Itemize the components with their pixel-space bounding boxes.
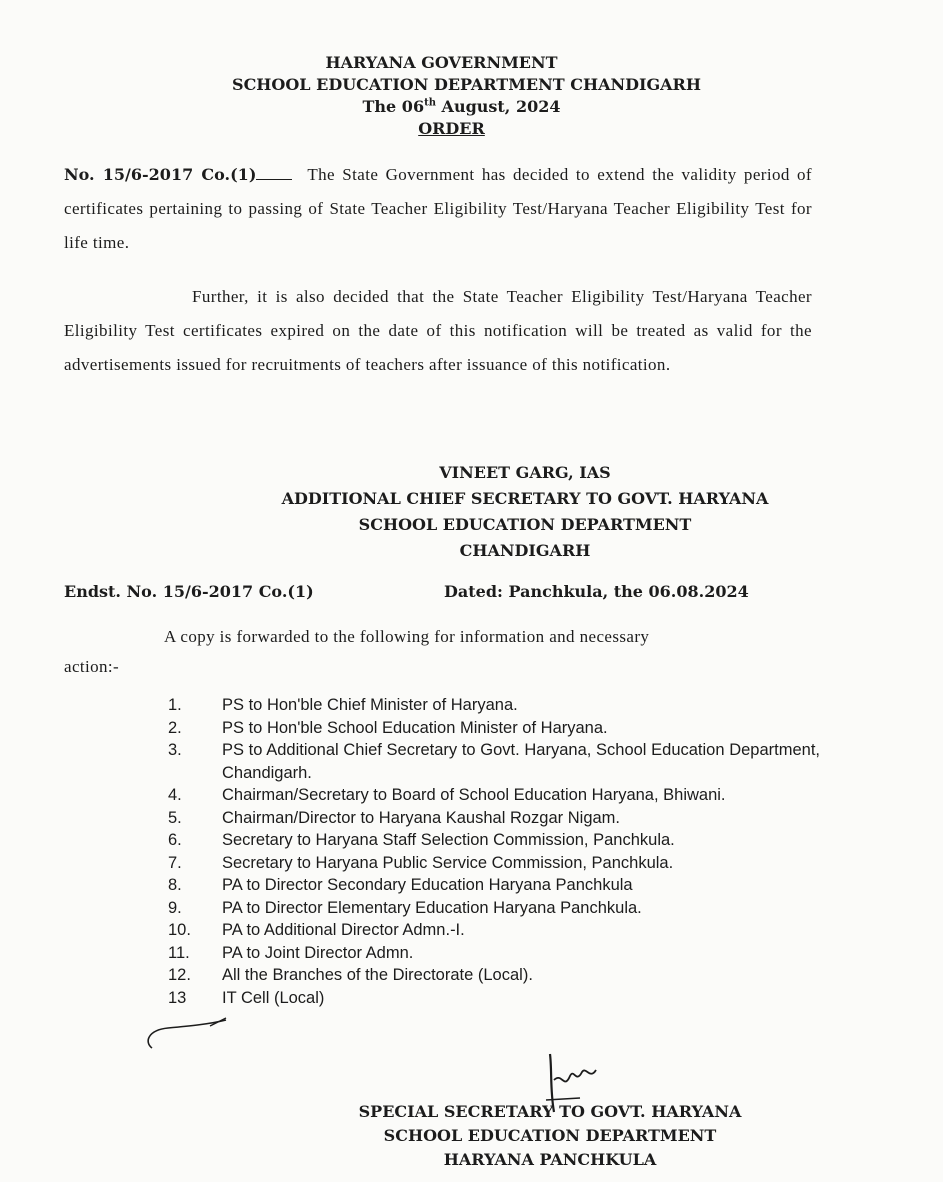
- list-item: 3. PS to Additional Chief Secretary to Govt. Haryana, School Education Department, Chandigarh.: [168, 741, 820, 782]
- list-item: 5. Chairman/Director to Haryana Kaushal Rozgar Nigam.: [168, 808, 620, 827]
- list-item: 4. Chairman/Secretary to Board of School Education Haryana, Bhiwani.: [168, 786, 726, 804]
- order-title: ORDER: [418, 119, 485, 138]
- order-reference-number: No. 15/6-2017 Co.(1): [64, 165, 257, 184]
- signatory-name: VINEET GARG, IAS: [439, 463, 611, 482]
- signatory-block-1: [200, 460, 850, 564]
- list-item: 7. Secretary to Haryana Public Service Commission, Panchkula.: [168, 853, 674, 872]
- order-paragraph-1: [64, 158, 812, 260]
- signatory-block-2: [300, 1100, 800, 1172]
- pen-mark-icon: [140, 1012, 230, 1052]
- list-item: 12. All the Branches of the Directorate (Local).: [168, 966, 533, 984]
- list-item: 9. PA to Director Elementary Education Haryana Panchkula.: [168, 898, 642, 917]
- list-item: 2. PS to Hon'ble School Education Minister of Haryana.: [168, 718, 608, 737]
- signatory-department: SCHOOL EDUCATION DEPARTMENT: [358, 515, 692, 534]
- department-name: SCHOOL EDUCATION DEPARTMENT CHANDIGARH: [232, 75, 701, 94]
- list-item: 13 IT Cell (Local): [168, 988, 325, 1007]
- endorsement-line: [64, 582, 824, 601]
- recipient-list: [160, 694, 820, 1009]
- signatory-place: CHANDIGARH: [459, 541, 591, 560]
- order-paragraph-2: Further, it is also decided that the State Teacher Eligibility Test/Haryana Teacher Eligibility Test certificates expired on the date of this notification will be treated as valid for the advertisements issued for recruitments of teachers after issuance of this notification.: [64, 287, 812, 374]
- list-item: 8. PA to Director Secondary Education Haryana Panchkula: [168, 876, 633, 894]
- document-header: [0, 52, 943, 140]
- list-item: 6. Secretary to Haryana Staff Selection Commission, Panchkula.: [168, 831, 675, 849]
- endorsement-number: Endst. No. 15/6-2017 Co.(1): [64, 582, 314, 601]
- signatory-designation: ADDITIONAL CHIEF SECRETARY TO GOVT. HARYANA: [281, 489, 769, 508]
- list-item: 11. PA to Joint Director Admn.: [168, 943, 414, 962]
- endorsement-date: Dated: Panchkula, the 06.08.2024: [444, 582, 749, 601]
- government-name: HARYANA GOVERNMENT: [325, 53, 558, 72]
- special-secretary-designation: SPECIAL SECRETARY TO GOVT. HARYANA: [358, 1102, 742, 1121]
- order-date: The 06th August, 2024: [362, 97, 561, 116]
- forwarding-text: A copy is forwarded to the following for information and necessary: [164, 627, 650, 646]
- forwarding-continuation: action:-: [64, 657, 120, 676]
- forwarding-note: [64, 622, 812, 682]
- special-secretary-place: HARYANA PANCHKULA: [443, 1150, 657, 1169]
- order-paragraph-1-text: The State Government has decided to extend the validity period of certificates pertaining to passing of State Teacher Eligibility Test/Haryana Teacher Eligibility Test for life time.: [64, 165, 812, 252]
- list-item: 10. PA to Additional Director Admn.-I.: [168, 921, 465, 939]
- special-secretary-department: SCHOOL EDUCATION DEPARTMENT: [383, 1126, 717, 1145]
- list-item: 1. PS to Hon'ble Chief Minister of Haryana.: [168, 696, 518, 714]
- underline-blank: [256, 179, 292, 180]
